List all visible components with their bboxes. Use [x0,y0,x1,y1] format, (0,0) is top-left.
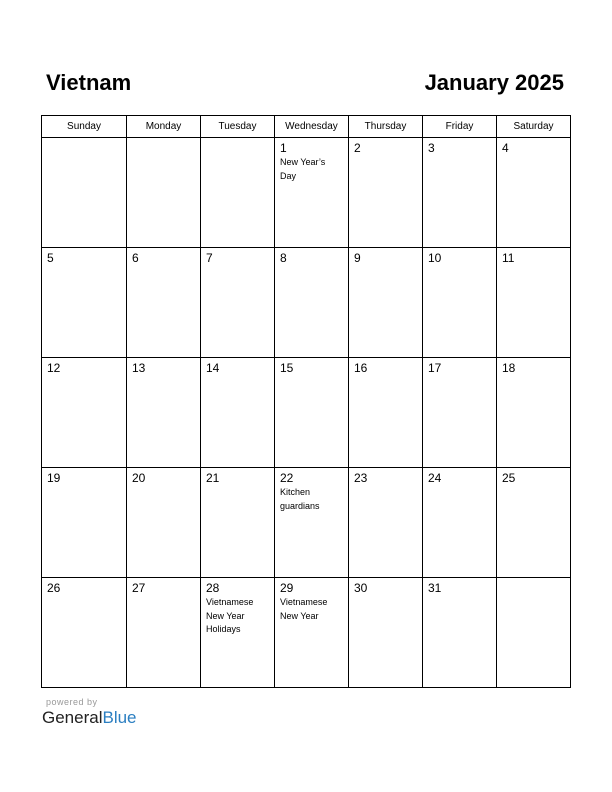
day-cell [275,578,349,688]
day-cell [275,138,349,248]
day-number: 8 [280,251,287,265]
day-number: 17 [428,361,442,375]
day-number: 23 [354,471,368,485]
week-row [42,578,571,688]
day-cell [497,358,571,468]
powered-by-label: powered by [46,697,98,707]
weekday-sunday: Sunday [42,116,127,138]
day-number: 16 [354,361,368,375]
logo-blue-text: Blue [102,708,137,727]
day-cell [349,248,423,358]
calendar-grid [41,115,571,688]
day-cell [42,138,127,248]
week-row [42,138,571,248]
day-number: 24 [428,471,442,485]
day-number [201,138,274,141]
weekday-header-row [42,116,571,138]
day-number: 21 [206,471,220,485]
weekday-saturday: Saturday [497,116,571,138]
logo-general-text: General [42,708,103,727]
day-number: 25 [502,471,516,485]
day-number: 2 [354,141,361,155]
day-cell [127,358,201,468]
day-number: 18 [502,361,516,375]
holiday-label: Kitchen guardians [280,487,320,511]
day-number: 30 [354,581,368,595]
day-cell [127,468,201,578]
week-row [42,248,571,358]
week-row [42,358,571,468]
day-cell [42,358,127,468]
day-cell [127,138,201,248]
day-cell [497,138,571,248]
day-cell [497,248,571,358]
day-number: 22 [280,471,294,485]
day-cell [42,578,127,688]
country-title: Vietnam [46,70,132,95]
day-number: 12 [47,361,61,375]
day-cell [201,248,275,358]
day-number: 20 [132,471,146,485]
day-number [42,138,126,141]
day-number: 3 [428,141,435,155]
day-number: 5 [47,251,54,265]
day-number: 29 [280,581,294,595]
day-cell [349,358,423,468]
day-number [127,138,200,141]
day-number: 11 [502,251,515,265]
day-number: 13 [132,361,146,375]
day-number: 26 [47,581,61,595]
day-cell [349,578,423,688]
generalblue-logo[interactable] [42,708,137,728]
month-title: January 2025 [424,70,564,95]
day-number: 19 [47,471,61,485]
day-cell [423,468,497,578]
day-cell [127,248,201,358]
day-number: 1 [280,141,287,155]
day-number: 15 [280,361,294,375]
day-cell [201,468,275,578]
day-number: 4 [502,141,509,155]
day-cell [423,248,497,358]
day-cell [497,468,571,578]
day-number: 6 [132,251,139,265]
weekday-tuesday: Tuesday [201,116,275,138]
day-cell [42,248,127,358]
weekday-thursday: Thursday [349,116,423,138]
day-cell [201,578,275,688]
day-cell [423,578,497,688]
day-number: 9 [354,251,361,265]
day-cell [423,138,497,248]
day-cell [497,578,571,688]
day-cell [275,468,349,578]
day-cell [275,358,349,468]
day-cell [42,468,127,578]
day-number: 31 [428,581,442,595]
day-number [497,578,570,581]
weekday-monday: Monday [127,116,201,138]
holiday-label: Vietnamese New Year [280,597,328,621]
weekday-wednesday: Wednesday [275,116,349,138]
day-number: 10 [428,251,442,265]
day-cell [349,468,423,578]
weekday-friday: Friday [423,116,497,138]
day-cell [423,358,497,468]
day-cell [275,248,349,358]
holiday-label: Vietnamese New Year Holidays [206,597,254,634]
week-row [42,468,571,578]
holiday-label: New Year’s Day [280,157,326,181]
day-cell [349,138,423,248]
day-number: 7 [206,251,213,265]
day-cell [201,358,275,468]
day-number: 27 [132,581,146,595]
day-cell [127,578,201,688]
day-cell [201,138,275,248]
day-number: 14 [206,361,220,375]
day-number: 28 [206,581,220,595]
